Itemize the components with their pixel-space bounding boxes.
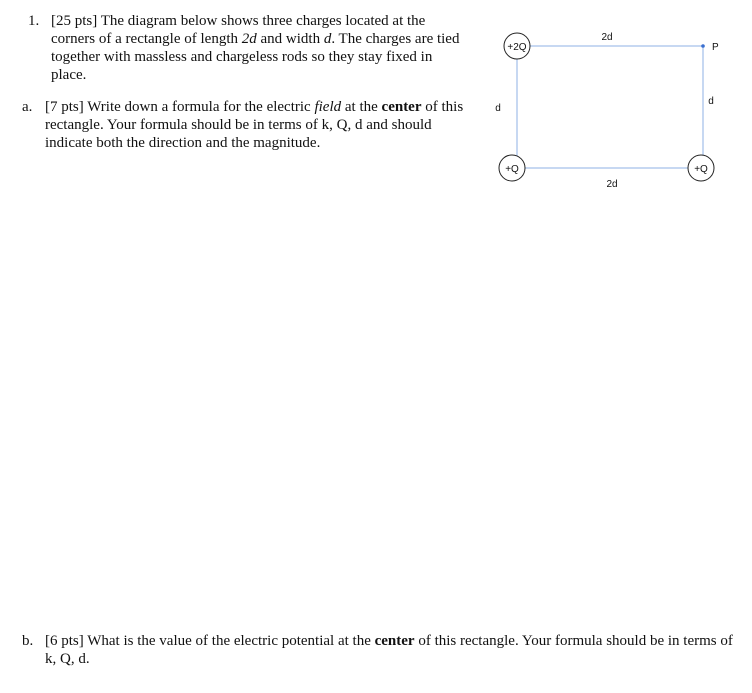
right-width-label: d (708, 96, 714, 107)
question-text-part: The diagram below shows three charges located at the corners of a rectangle of length (51, 13, 426, 47)
rectangle-rods (517, 46, 703, 168)
left-width-label: d (495, 103, 501, 114)
part-a-text-part: of this rectangle. Your formula should be in terms of k, Q, d and should indicate both the direction and the magnitude. (45, 99, 464, 151)
bottom-length-label: 2d (606, 179, 618, 190)
question-text-part: and width (256, 31, 324, 47)
point-p-label: P (712, 42, 719, 53)
part-b-letter: b. (22, 633, 34, 649)
charge-bottom-right-label: +Q (694, 164, 708, 175)
question-number: 1. (28, 13, 40, 29)
question-text-part: . The charges are tied together with massless and chargeless rods so they stay fixed in place. (51, 31, 460, 83)
part-b-text (45, 632, 735, 668)
part-a-text-part: Write down a formula for the electric (83, 99, 315, 115)
center-word: center (374, 633, 415, 649)
part-b-text-part: What is the value of the electric potential at the (83, 633, 375, 649)
center-word: center (381, 99, 422, 115)
charge-bottom-left-label: +Q (505, 164, 519, 175)
length-symbol: 2d (241, 31, 257, 47)
charge-top-left-label: +2Q (507, 42, 527, 53)
part-b-text-part: of this rectangle. Your formula should be in terms of k, Q, d. (45, 633, 733, 667)
part-a-text-part: at the (341, 99, 382, 115)
question-points: [25 pts] (51, 13, 98, 29)
part-b-points: [6 pts] (45, 633, 84, 649)
field-word: field (314, 99, 342, 115)
point-p-marker (701, 44, 705, 48)
width-symbol: d (323, 31, 332, 47)
top-length-label: 2d (601, 32, 613, 43)
part-a-letter: a. (22, 99, 33, 115)
part-a-points: [7 pts] (45, 99, 84, 115)
